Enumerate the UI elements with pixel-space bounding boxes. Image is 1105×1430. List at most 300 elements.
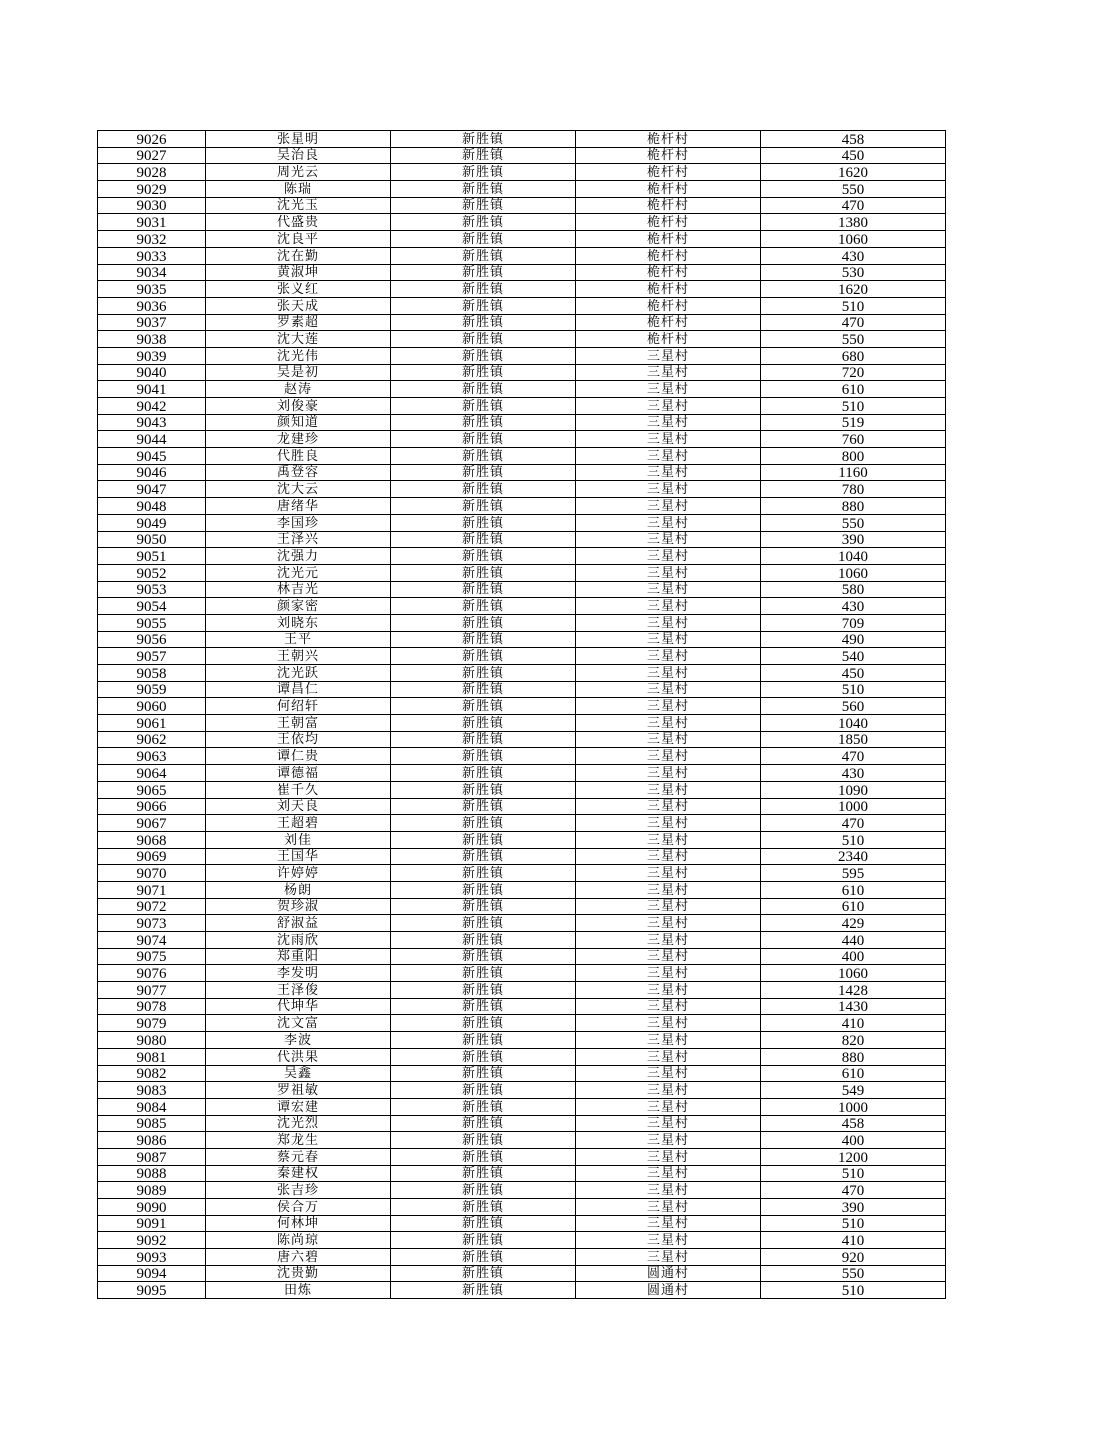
table-row bbox=[98, 347, 946, 364]
amount-cell: 760 bbox=[761, 431, 946, 448]
village-cell: 桅杆村 bbox=[576, 181, 761, 198]
row-id-cell: 9030 bbox=[98, 197, 206, 214]
town-cell: 新胜镇 bbox=[391, 965, 576, 982]
name-cell: 何绍轩 bbox=[206, 698, 391, 715]
table-row bbox=[98, 1249, 946, 1266]
name-cell: 李波 bbox=[206, 1032, 391, 1049]
town-cell: 新胜镇 bbox=[391, 1048, 576, 1065]
amount-cell: 550 bbox=[761, 1265, 946, 1282]
row-id-cell: 9040 bbox=[98, 364, 206, 381]
village-cell: 三星村 bbox=[576, 1015, 761, 1032]
name-cell: 张星明 bbox=[206, 131, 391, 148]
row-id-cell: 9037 bbox=[98, 314, 206, 331]
village-cell: 三星村 bbox=[576, 1215, 761, 1232]
name-cell: 杨朗 bbox=[206, 881, 391, 898]
amount-cell: 429 bbox=[761, 915, 946, 932]
amount-cell: 400 bbox=[761, 1132, 946, 1149]
table-row bbox=[98, 1282, 946, 1299]
amount-cell: 1620 bbox=[761, 164, 946, 181]
name-cell: 罗素超 bbox=[206, 314, 391, 331]
table-row bbox=[98, 665, 946, 682]
table-row bbox=[98, 164, 946, 181]
name-cell: 沈光伟 bbox=[206, 347, 391, 364]
row-id-cell: 9076 bbox=[98, 965, 206, 982]
table-row bbox=[98, 648, 946, 665]
table-row bbox=[98, 414, 946, 431]
village-cell: 三星村 bbox=[576, 431, 761, 448]
name-cell: 沈良平 bbox=[206, 231, 391, 248]
row-id-cell: 9075 bbox=[98, 948, 206, 965]
row-id-cell: 9061 bbox=[98, 715, 206, 732]
table-row bbox=[98, 815, 946, 832]
row-id-cell: 9090 bbox=[98, 1199, 206, 1216]
name-cell: 何林坤 bbox=[206, 1215, 391, 1232]
town-cell: 新胜镇 bbox=[391, 1015, 576, 1032]
table-row bbox=[98, 982, 946, 999]
amount-cell: 430 bbox=[761, 247, 946, 264]
town-cell: 新胜镇 bbox=[391, 448, 576, 465]
table-row bbox=[98, 1215, 946, 1232]
table-row bbox=[98, 915, 946, 932]
name-cell: 田炼 bbox=[206, 1282, 391, 1299]
table-row bbox=[98, 548, 946, 565]
town-cell: 新胜镇 bbox=[391, 598, 576, 615]
town-cell: 新胜镇 bbox=[391, 848, 576, 865]
table-row bbox=[98, 231, 946, 248]
name-cell: 代胜良 bbox=[206, 448, 391, 465]
row-id-cell: 9065 bbox=[98, 781, 206, 798]
table-row bbox=[98, 314, 946, 331]
row-id-cell: 9043 bbox=[98, 414, 206, 431]
name-cell: 谭昌仁 bbox=[206, 681, 391, 698]
table-body bbox=[98, 131, 946, 1299]
name-cell: 许婷婷 bbox=[206, 865, 391, 882]
village-cell: 三星村 bbox=[576, 815, 761, 832]
village-cell: 三星村 bbox=[576, 1132, 761, 1149]
amount-cell: 390 bbox=[761, 531, 946, 548]
amount-cell: 1060 bbox=[761, 965, 946, 982]
table-row bbox=[98, 264, 946, 281]
name-cell: 赵涛 bbox=[206, 381, 391, 398]
row-id-cell: 9080 bbox=[98, 1032, 206, 1049]
town-cell: 新胜镇 bbox=[391, 247, 576, 264]
village-cell: 三星村 bbox=[576, 998, 761, 1015]
name-cell: 沈光烈 bbox=[206, 1115, 391, 1132]
amount-cell: 510 bbox=[761, 1165, 946, 1182]
name-cell: 刘天良 bbox=[206, 798, 391, 815]
row-id-cell: 9034 bbox=[98, 264, 206, 281]
table-row bbox=[98, 531, 946, 548]
amount-cell: 450 bbox=[761, 147, 946, 164]
name-cell: 秦建权 bbox=[206, 1165, 391, 1182]
village-cell: 三星村 bbox=[576, 681, 761, 698]
row-id-cell: 9087 bbox=[98, 1148, 206, 1165]
village-cell: 三星村 bbox=[576, 848, 761, 865]
amount-cell: 1620 bbox=[761, 281, 946, 298]
table-row bbox=[98, 631, 946, 648]
name-cell: 周光云 bbox=[206, 164, 391, 181]
row-id-cell: 9079 bbox=[98, 1015, 206, 1032]
row-id-cell: 9089 bbox=[98, 1182, 206, 1199]
town-cell: 新胜镇 bbox=[391, 414, 576, 431]
town-cell: 新胜镇 bbox=[391, 648, 576, 665]
village-cell: 三星村 bbox=[576, 982, 761, 999]
row-id-cell: 9063 bbox=[98, 748, 206, 765]
amount-cell: 470 bbox=[761, 815, 946, 832]
table-row bbox=[98, 998, 946, 1015]
table-row bbox=[98, 848, 946, 865]
name-cell: 吴鑫 bbox=[206, 1065, 391, 1082]
name-cell: 龙建珍 bbox=[206, 431, 391, 448]
amount-cell: 920 bbox=[761, 1249, 946, 1266]
town-cell: 新胜镇 bbox=[391, 347, 576, 364]
village-cell: 桅杆村 bbox=[576, 314, 761, 331]
row-id-cell: 9082 bbox=[98, 1065, 206, 1082]
amount-cell: 540 bbox=[761, 648, 946, 665]
town-cell: 新胜镇 bbox=[391, 131, 576, 148]
town-cell: 新胜镇 bbox=[391, 665, 576, 682]
village-cell: 三星村 bbox=[576, 648, 761, 665]
amount-cell: 1060 bbox=[761, 231, 946, 248]
amount-cell: 470 bbox=[761, 748, 946, 765]
row-id-cell: 9051 bbox=[98, 548, 206, 565]
name-cell: 黄淑坤 bbox=[206, 264, 391, 281]
amount-cell: 530 bbox=[761, 264, 946, 281]
row-id-cell: 9081 bbox=[98, 1048, 206, 1065]
table-row bbox=[98, 581, 946, 598]
row-id-cell: 9053 bbox=[98, 581, 206, 598]
name-cell: 沈光跃 bbox=[206, 665, 391, 682]
table-row bbox=[98, 131, 946, 148]
town-cell: 新胜镇 bbox=[391, 1199, 576, 1216]
table-row bbox=[98, 1148, 946, 1165]
name-cell: 沈在勤 bbox=[206, 247, 391, 264]
village-cell: 三星村 bbox=[576, 765, 761, 782]
name-cell: 禹登容 bbox=[206, 464, 391, 481]
village-cell: 三星村 bbox=[576, 748, 761, 765]
table-row bbox=[98, 1232, 946, 1249]
name-cell: 谭宏建 bbox=[206, 1098, 391, 1115]
name-cell: 沈贵勤 bbox=[206, 1265, 391, 1282]
table-row bbox=[98, 881, 946, 898]
name-cell: 代洪果 bbox=[206, 1048, 391, 1065]
name-cell: 王泽兴 bbox=[206, 531, 391, 548]
name-cell: 贺珍淑 bbox=[206, 898, 391, 915]
town-cell: 新胜镇 bbox=[391, 1115, 576, 1132]
name-cell: 沈大莲 bbox=[206, 331, 391, 348]
row-id-cell: 9027 bbox=[98, 147, 206, 164]
name-cell: 王朝富 bbox=[206, 715, 391, 732]
name-cell: 罗祖敏 bbox=[206, 1082, 391, 1099]
row-id-cell: 9054 bbox=[98, 598, 206, 615]
village-cell: 桅杆村 bbox=[576, 331, 761, 348]
village-cell: 三星村 bbox=[576, 715, 761, 732]
row-id-cell: 9083 bbox=[98, 1082, 206, 1099]
town-cell: 新胜镇 bbox=[391, 881, 576, 898]
town-cell: 新胜镇 bbox=[391, 1249, 576, 1266]
table-row bbox=[98, 181, 946, 198]
row-id-cell: 9028 bbox=[98, 164, 206, 181]
row-id-cell: 9033 bbox=[98, 247, 206, 264]
table-row bbox=[98, 1082, 946, 1099]
table-row bbox=[98, 898, 946, 915]
table-row bbox=[98, 698, 946, 715]
amount-cell: 510 bbox=[761, 831, 946, 848]
name-cell: 郑重阳 bbox=[206, 948, 391, 965]
amount-cell: 440 bbox=[761, 932, 946, 949]
name-cell: 王国华 bbox=[206, 848, 391, 865]
name-cell: 崔千久 bbox=[206, 781, 391, 798]
village-cell: 三星村 bbox=[576, 831, 761, 848]
village-cell: 三星村 bbox=[576, 598, 761, 615]
village-cell: 三星村 bbox=[576, 381, 761, 398]
row-id-cell: 9094 bbox=[98, 1265, 206, 1282]
town-cell: 新胜镇 bbox=[391, 715, 576, 732]
amount-cell: 560 bbox=[761, 698, 946, 715]
table-row bbox=[98, 748, 946, 765]
table-row bbox=[98, 765, 946, 782]
name-cell: 舒淑益 bbox=[206, 915, 391, 932]
town-cell: 新胜镇 bbox=[391, 548, 576, 565]
town-cell: 新胜镇 bbox=[391, 214, 576, 231]
row-id-cell: 9067 bbox=[98, 815, 206, 832]
amount-cell: 550 bbox=[761, 514, 946, 531]
town-cell: 新胜镇 bbox=[391, 1098, 576, 1115]
amount-cell: 550 bbox=[761, 181, 946, 198]
amount-cell: 519 bbox=[761, 414, 946, 431]
village-cell: 三星村 bbox=[576, 1082, 761, 1099]
town-cell: 新胜镇 bbox=[391, 698, 576, 715]
name-cell: 张吉珍 bbox=[206, 1182, 391, 1199]
village-cell: 桅杆村 bbox=[576, 281, 761, 298]
table-row bbox=[98, 147, 946, 164]
name-cell: 刘晓东 bbox=[206, 614, 391, 631]
town-cell: 新胜镇 bbox=[391, 765, 576, 782]
row-id-cell: 9068 bbox=[98, 831, 206, 848]
row-id-cell: 9091 bbox=[98, 1215, 206, 1232]
town-cell: 新胜镇 bbox=[391, 164, 576, 181]
row-id-cell: 9071 bbox=[98, 881, 206, 898]
amount-cell: 1060 bbox=[761, 564, 946, 581]
town-cell: 新胜镇 bbox=[391, 631, 576, 648]
table-row bbox=[98, 1182, 946, 1199]
village-cell: 三星村 bbox=[576, 1165, 761, 1182]
amount-cell: 720 bbox=[761, 364, 946, 381]
village-cell: 桅杆村 bbox=[576, 247, 761, 264]
table-row bbox=[98, 281, 946, 298]
row-id-cell: 9093 bbox=[98, 1249, 206, 1266]
row-id-cell: 9052 bbox=[98, 564, 206, 581]
name-cell: 刘俊豪 bbox=[206, 398, 391, 415]
town-cell: 新胜镇 bbox=[391, 331, 576, 348]
amount-cell: 510 bbox=[761, 297, 946, 314]
village-cell: 三星村 bbox=[576, 965, 761, 982]
amount-cell: 450 bbox=[761, 665, 946, 682]
village-cell: 三星村 bbox=[576, 798, 761, 815]
town-cell: 新胜镇 bbox=[391, 781, 576, 798]
amount-cell: 430 bbox=[761, 765, 946, 782]
village-cell: 三星村 bbox=[576, 398, 761, 415]
amount-cell: 410 bbox=[761, 1232, 946, 1249]
town-cell: 新胜镇 bbox=[391, 865, 576, 882]
amount-cell: 470 bbox=[761, 314, 946, 331]
name-cell: 吴是初 bbox=[206, 364, 391, 381]
village-cell: 三星村 bbox=[576, 414, 761, 431]
row-id-cell: 9064 bbox=[98, 765, 206, 782]
row-id-cell: 9032 bbox=[98, 231, 206, 248]
name-cell: 代盛贵 bbox=[206, 214, 391, 231]
town-cell: 新胜镇 bbox=[391, 932, 576, 949]
row-id-cell: 9039 bbox=[98, 347, 206, 364]
village-cell: 三星村 bbox=[576, 614, 761, 631]
amount-cell: 780 bbox=[761, 481, 946, 498]
village-cell: 三星村 bbox=[576, 1148, 761, 1165]
table-row bbox=[98, 1132, 946, 1149]
village-cell: 三星村 bbox=[576, 665, 761, 682]
amount-cell: 549 bbox=[761, 1082, 946, 1099]
row-id-cell: 9074 bbox=[98, 932, 206, 949]
town-cell: 新胜镇 bbox=[391, 982, 576, 999]
amount-cell: 580 bbox=[761, 581, 946, 598]
town-cell: 新胜镇 bbox=[391, 231, 576, 248]
town-cell: 新胜镇 bbox=[391, 1148, 576, 1165]
amount-cell: 1200 bbox=[761, 1148, 946, 1165]
name-cell: 颜知道 bbox=[206, 414, 391, 431]
town-cell: 新胜镇 bbox=[391, 431, 576, 448]
village-cell: 三星村 bbox=[576, 581, 761, 598]
town-cell: 新胜镇 bbox=[391, 181, 576, 198]
town-cell: 新胜镇 bbox=[391, 1032, 576, 1049]
amount-cell: 410 bbox=[761, 1015, 946, 1032]
name-cell: 蔡元春 bbox=[206, 1148, 391, 1165]
town-cell: 新胜镇 bbox=[391, 398, 576, 415]
village-cell: 三星村 bbox=[576, 698, 761, 715]
row-id-cell: 9059 bbox=[98, 681, 206, 698]
town-cell: 新胜镇 bbox=[391, 147, 576, 164]
table-row bbox=[98, 731, 946, 748]
row-id-cell: 9062 bbox=[98, 731, 206, 748]
row-id-cell: 9085 bbox=[98, 1115, 206, 1132]
name-cell: 沈大云 bbox=[206, 481, 391, 498]
row-id-cell: 9045 bbox=[98, 448, 206, 465]
town-cell: 新胜镇 bbox=[391, 1232, 576, 1249]
name-cell: 陈尚琼 bbox=[206, 1232, 391, 1249]
name-cell: 沈光玉 bbox=[206, 197, 391, 214]
amount-cell: 510 bbox=[761, 681, 946, 698]
row-id-cell: 9084 bbox=[98, 1098, 206, 1115]
table-row bbox=[98, 798, 946, 815]
town-cell: 新胜镇 bbox=[391, 498, 576, 515]
name-cell: 沈光元 bbox=[206, 564, 391, 581]
table-row bbox=[98, 1265, 946, 1282]
name-cell: 王平 bbox=[206, 631, 391, 648]
town-cell: 新胜镇 bbox=[391, 1082, 576, 1099]
amount-cell: 470 bbox=[761, 1182, 946, 1199]
village-cell: 三星村 bbox=[576, 514, 761, 531]
town-cell: 新胜镇 bbox=[391, 998, 576, 1015]
amount-cell: 1000 bbox=[761, 798, 946, 815]
row-id-cell: 9073 bbox=[98, 915, 206, 932]
row-id-cell: 9038 bbox=[98, 331, 206, 348]
amount-cell: 510 bbox=[761, 398, 946, 415]
amount-cell: 470 bbox=[761, 197, 946, 214]
name-cell: 沈文富 bbox=[206, 1015, 391, 1032]
amount-cell: 1040 bbox=[761, 548, 946, 565]
table-row bbox=[98, 948, 946, 965]
town-cell: 新胜镇 bbox=[391, 681, 576, 698]
data-table bbox=[97, 130, 946, 1299]
row-id-cell: 9026 bbox=[98, 131, 206, 148]
table-row bbox=[98, 514, 946, 531]
table-row bbox=[98, 781, 946, 798]
village-cell: 三星村 bbox=[576, 1065, 761, 1082]
village-cell: 三星村 bbox=[576, 898, 761, 915]
amount-cell: 458 bbox=[761, 1115, 946, 1132]
town-cell: 新胜镇 bbox=[391, 1182, 576, 1199]
village-cell: 圆通村 bbox=[576, 1265, 761, 1282]
village-cell: 三星村 bbox=[576, 531, 761, 548]
amount-cell: 1160 bbox=[761, 464, 946, 481]
amount-cell: 1380 bbox=[761, 214, 946, 231]
row-id-cell: 9049 bbox=[98, 514, 206, 531]
table-row bbox=[98, 965, 946, 982]
name-cell: 刘佳 bbox=[206, 831, 391, 848]
table-row bbox=[98, 598, 946, 615]
name-cell: 唐六碧 bbox=[206, 1249, 391, 1266]
name-cell: 沈雨欣 bbox=[206, 932, 391, 949]
table-row bbox=[98, 448, 946, 465]
village-cell: 三星村 bbox=[576, 948, 761, 965]
village-cell: 三星村 bbox=[576, 548, 761, 565]
village-cell: 三星村 bbox=[576, 1249, 761, 1266]
amount-cell: 550 bbox=[761, 331, 946, 348]
table-row bbox=[98, 715, 946, 732]
name-cell: 林吉光 bbox=[206, 581, 391, 598]
amount-cell: 1090 bbox=[761, 781, 946, 798]
name-cell: 颜家密 bbox=[206, 598, 391, 615]
amount-cell: 709 bbox=[761, 614, 946, 631]
name-cell: 代坤华 bbox=[206, 998, 391, 1015]
row-id-cell: 9044 bbox=[98, 431, 206, 448]
row-id-cell: 9095 bbox=[98, 1282, 206, 1299]
village-cell: 三星村 bbox=[576, 781, 761, 798]
row-id-cell: 9050 bbox=[98, 531, 206, 548]
name-cell: 郑龙生 bbox=[206, 1132, 391, 1149]
table-row bbox=[98, 932, 946, 949]
row-id-cell: 9070 bbox=[98, 865, 206, 882]
name-cell: 侯合万 bbox=[206, 1199, 391, 1216]
amount-cell: 1850 bbox=[761, 731, 946, 748]
village-cell: 桅杆村 bbox=[576, 131, 761, 148]
village-cell: 桅杆村 bbox=[576, 147, 761, 164]
town-cell: 新胜镇 bbox=[391, 731, 576, 748]
row-id-cell: 9077 bbox=[98, 982, 206, 999]
village-cell: 桅杆村 bbox=[576, 214, 761, 231]
name-cell: 王朝兴 bbox=[206, 648, 391, 665]
table-row bbox=[98, 681, 946, 698]
table-row bbox=[98, 1165, 946, 1182]
row-id-cell: 9046 bbox=[98, 464, 206, 481]
table-row bbox=[98, 381, 946, 398]
town-cell: 新胜镇 bbox=[391, 197, 576, 214]
name-cell: 陈瑞 bbox=[206, 181, 391, 198]
table-row bbox=[98, 614, 946, 631]
row-id-cell: 9092 bbox=[98, 1232, 206, 1249]
amount-cell: 490 bbox=[761, 631, 946, 648]
village-cell: 三星村 bbox=[576, 481, 761, 498]
table-row bbox=[98, 464, 946, 481]
amount-cell: 880 bbox=[761, 1048, 946, 1065]
